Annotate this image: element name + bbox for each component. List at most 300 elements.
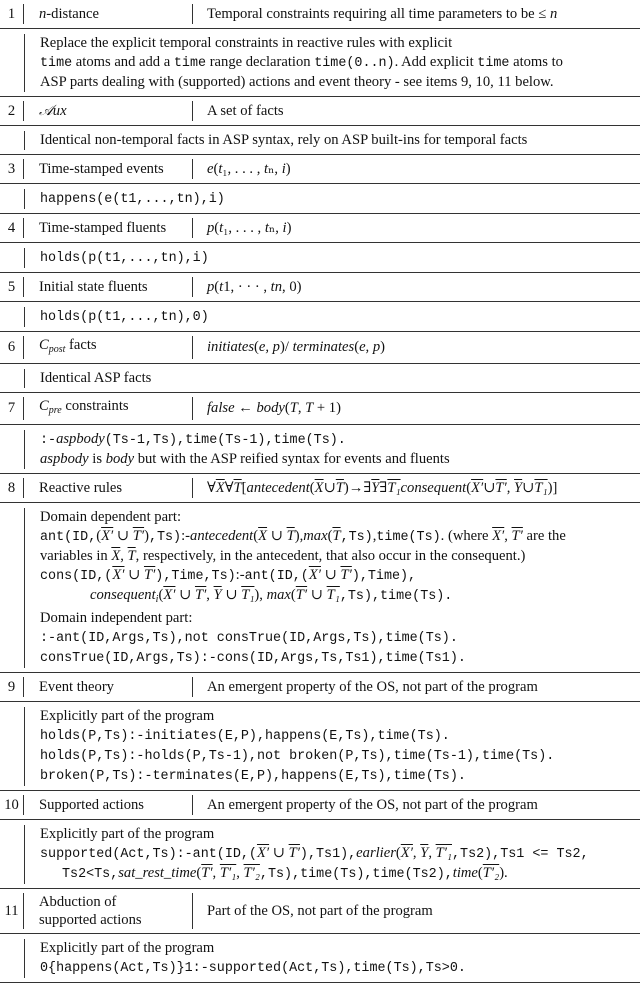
text-segment: , — [504, 528, 512, 544]
label-line — [39, 160, 192, 178]
text-segment: X′ — [308, 567, 321, 583]
asp-line — [40, 34, 640, 53]
text-segment: T′ — [132, 528, 145, 544]
text-segment: )/ — [279, 339, 293, 355]
text-segment: ,Ts),time(Ts),time(Ts2), — [259, 867, 453, 882]
row-description — [193, 679, 640, 696]
text-segment: t — [218, 161, 223, 177]
row-number: 1 — [0, 4, 24, 24]
text-segment: ,Ts),time(Ts). — [339, 589, 453, 604]
asp-translation-content — [24, 939, 640, 978]
text-segment: ASP parts dealing with (supported) actions and event theory - see items 9, 10, 11 below. — [40, 74, 554, 90]
text-segment: earlier — [356, 845, 396, 861]
text-segment: ∪ — [124, 567, 144, 583]
text-segment: ant(ID, — [40, 530, 97, 545]
text-segment: t — [219, 220, 224, 236]
text-segment: T′ — [295, 587, 308, 603]
label-line — [39, 796, 192, 814]
text-segment: T′₁ — [435, 845, 452, 861]
row-number: 3 — [0, 159, 24, 179]
text-segment: :-ant(ID,Args,Ts),not consTrue(ID,Args,Ts),time(Ts). — [40, 631, 458, 646]
text-segment: consequent — [400, 480, 467, 496]
text-segment: ∀ — [207, 480, 216, 496]
asp-line — [40, 53, 640, 73]
row-label — [24, 677, 193, 697]
row-label — [24, 159, 193, 179]
text-segment: initiates — [207, 339, 255, 355]
row-description — [193, 903, 640, 920]
text-segment: T′ — [143, 567, 156, 583]
text-segment: An emergent property of the OS, not part of the program — [207, 796, 538, 813]
text-segment: max — [303, 528, 328, 544]
text-segment: X′ — [256, 845, 270, 861]
text-segment: ₁, . . . , — [223, 220, 265, 236]
text-segment: ( — [253, 528, 259, 544]
text-segment: X′ — [163, 587, 176, 603]
row-label — [24, 336, 193, 359]
text-segment: ∪ — [320, 567, 341, 583]
text-segment: t — [219, 278, 224, 295]
text-segment: ( — [158, 587, 164, 603]
text-segment: C — [39, 337, 49, 353]
text-segment: ∪ — [269, 845, 289, 861]
asp-line — [40, 864, 640, 884]
text-segment: , — [212, 865, 220, 881]
asp-translation-content — [24, 508, 640, 668]
row-number: 5 — [0, 277, 24, 297]
text-segment: $\overline{Y}$ — [213, 587, 222, 603]
text-segment: Identical ASP facts — [40, 370, 152, 386]
text-segment: Part of the OS, not part of the program — [207, 902, 433, 919]
text-segment: (Ts-1,Ts),time(Ts-1),time(Ts). — [104, 433, 346, 448]
text-segment: ∃ — [379, 480, 388, 496]
row-header — [0, 97, 640, 126]
asp-line — [40, 648, 640, 668]
text-segment: e — [207, 161, 214, 177]
row-label — [24, 218, 193, 238]
row-number: 2 — [0, 101, 24, 121]
text-segment: ), — [254, 587, 267, 603]
text-segment: i — [155, 594, 159, 605]
row-asp-translation — [0, 425, 640, 474]
asp-line — [40, 628, 640, 648]
text-segment: Abduction of — [39, 894, 117, 910]
text-segment: ) — [294, 528, 300, 544]
text-segment: Event theory — [39, 679, 114, 695]
text-segment: ( — [395, 845, 401, 861]
asp-line — [40, 450, 640, 469]
row-label — [24, 4, 193, 24]
asp-translation-content — [24, 430, 640, 469]
row-description — [193, 219, 640, 237]
asp-line — [40, 307, 640, 327]
row-header — [0, 791, 640, 820]
text-segment: body — [256, 400, 285, 416]
text-segment: n — [549, 5, 558, 22]
text-segment: variables in — [40, 548, 112, 564]
text-segment: ← — [234, 400, 257, 416]
row-number: 10 — [0, 795, 24, 815]
text-segment: happens(e(t1,...,tn),i) — [40, 192, 225, 207]
text-segment: tn — [270, 278, 283, 295]
label-line — [39, 678, 192, 696]
text-segment: , — [297, 400, 306, 416]
text-segment: :- — [40, 433, 57, 448]
text-segment: i — [282, 220, 287, 236]
text-segment: :- — [235, 567, 245, 583]
text-segment: p — [207, 278, 215, 295]
text-segment: Explicitly part of the program — [40, 826, 215, 842]
text-segment: time — [477, 56, 510, 71]
text-segment: X′ — [112, 567, 125, 583]
text-segment: ) — [144, 528, 149, 544]
asp-line — [40, 586, 640, 609]
asp-line — [40, 508, 640, 527]
row-label — [24, 277, 193, 297]
text-segment: t — [264, 220, 269, 236]
label-line — [39, 5, 192, 23]
row-header — [0, 474, 640, 503]
asp-line — [40, 766, 640, 786]
text-segment: time — [173, 56, 207, 71]
text-segment: antecedent — [190, 528, 254, 544]
row-asp-translation — [0, 302, 640, 332]
text-segment: T₁ — [534, 480, 548, 496]
text-segment: Explicitly part of the program — [40, 940, 215, 956]
text-segment: ,Ts2),Ts1 <= Ts2, — [452, 847, 589, 862]
asp-translation-content — [24, 131, 640, 150]
text-segment: Identical non-temporal facts in ASP syntax, rely on ASP built-ins for temporal facts — [40, 132, 528, 148]
text-segment: T₁ — [326, 587, 340, 603]
text-segment: 𝒜ux — [39, 103, 67, 119]
text-segment: X′ — [400, 845, 413, 861]
text-segment: are the — [522, 528, 566, 544]
text-segment: ),Time), — [351, 569, 417, 584]
text-segment: 1, · · · , — [223, 278, 271, 295]
row-number: 4 — [0, 218, 24, 238]
row-header — [0, 332, 640, 364]
text-segment: $\overline{T}$ — [127, 548, 136, 564]
text-segment: ∪ — [483, 480, 496, 496]
text-segment: $\overline{X}$ — [215, 480, 225, 496]
asp-line — [40, 248, 640, 268]
text-segment: , — [506, 480, 515, 496]
text-segment: A set of facts — [207, 102, 284, 119]
text-segment: , — [428, 845, 436, 861]
text-segment: . (where — [440, 528, 493, 544]
text-segment: T — [305, 400, 314, 416]
asp-translation-content — [24, 307, 640, 327]
row-asp-translation — [0, 364, 640, 393]
row-asp-translation — [0, 29, 640, 97]
text-segment: Ts2<Ts, — [62, 867, 119, 882]
text-segment: -distance — [46, 6, 99, 22]
asp-line — [40, 189, 640, 209]
text-segment: aspbody — [56, 431, 105, 447]
asp-line — [40, 958, 640, 978]
text-segment: ( — [327, 528, 333, 544]
asp-translation-content — [24, 189, 640, 209]
text-segment: holds(P,Ts):-holds(P,Ts-1),not broken(P,Ts),time(Ts-1),time(Ts). — [40, 749, 555, 764]
asp-translation-content — [24, 248, 640, 268]
text-segment: consequent — [90, 587, 156, 603]
row-label — [24, 893, 193, 929]
row-asp-translation — [0, 503, 640, 673]
text-segment: cons(ID,( — [40, 569, 113, 584]
text-segment: , — [372, 528, 377, 544]
text-segment: is — [88, 451, 106, 467]
text-segment: i — [281, 161, 286, 177]
text-segment: e, p — [258, 339, 280, 355]
text-segment: e, p — [359, 339, 381, 355]
row-description — [193, 797, 640, 814]
text-segment: ). — [499, 865, 508, 881]
text-segment: ∀ — [224, 480, 234, 496]
text-segment: T′₂ — [243, 865, 260, 881]
text-segment: ( — [214, 278, 220, 295]
text-segment: $\overline{X}$ — [314, 480, 324, 496]
text-segment: ,Ts) — [340, 530, 373, 545]
text-segment: time — [40, 56, 73, 71]
text-segment: supported(Act,Ts):-ant(ID,( — [40, 847, 257, 862]
row-description — [193, 103, 640, 120]
row-header — [0, 155, 640, 184]
text-segment: T₁ — [241, 587, 255, 603]
text-segment: T′₁ — [219, 865, 237, 881]
text-segment: facts — [65, 337, 97, 353]
text-segment: ∪ — [113, 528, 133, 544]
text-segment: atoms to — [509, 54, 563, 70]
text-segment: T′ — [201, 865, 213, 881]
asp-line — [40, 369, 640, 388]
text-segment: Temporal constraints requiring all time parameters to be ≤ — [207, 5, 550, 22]
text-segment: body — [105, 451, 135, 467]
text-segment: . Add explicit — [394, 54, 478, 70]
row-asp-translation — [0, 702, 640, 791]
text-segment: pre — [48, 405, 62, 416]
text-segment: ) — [285, 161, 291, 177]
text-segment: T — [289, 400, 298, 416]
label-line — [39, 102, 192, 120]
text-segment: Supported actions — [39, 797, 144, 813]
text-segment: ( — [309, 480, 315, 496]
text-segment: aspbody — [40, 451, 89, 467]
asp-translation-content — [24, 369, 640, 388]
text-segment: sat_rest_time — [118, 865, 197, 881]
text-segment: ( — [96, 528, 102, 544]
text-segment: Initial state fluents — [39, 279, 148, 295]
text-segment: T′ — [194, 587, 207, 603]
text-segment: ( — [290, 587, 296, 603]
text-segment: T′ — [511, 528, 523, 544]
text-segment: ( — [354, 339, 360, 355]
asp-line — [40, 73, 640, 92]
text-segment: T′ — [495, 480, 507, 496]
text-segment: Explicitly part of the program — [40, 708, 215, 724]
text-segment: $\overline{T}$ — [233, 480, 242, 496]
row-description — [193, 400, 640, 417]
text-segment: ant(ID,( — [244, 569, 309, 584]
text-segment: ∪ — [221, 587, 242, 603]
text-segment: Time-stamped events — [39, 161, 164, 177]
asp-line — [40, 131, 640, 150]
row-label — [24, 795, 193, 815]
text-segment: holds(p(t1,...,tn),0) — [40, 310, 209, 325]
text-segment: range declaration — [206, 54, 315, 70]
text-segment: ( — [214, 220, 220, 236]
text-segment: ∪ — [323, 480, 336, 496]
text-segment: holds(P,Ts):-initiates(E,P),happens(E,Ts),time(Ts). — [40, 729, 450, 744]
text-segment: time — [452, 865, 478, 881]
row-number: 8 — [0, 478, 24, 498]
text-segment: holds(p(t1,...,tn),i) — [40, 251, 209, 266]
text-segment: 0{happens(Act,Ts)}1:-supported(Act,Ts),time(Ts),Ts>0. — [40, 961, 466, 976]
asp-line — [40, 430, 640, 450]
text-segment: , 0) — [282, 278, 302, 295]
text-segment: ) — [380, 339, 386, 355]
label-line — [39, 911, 192, 929]
text-segment: + 1) — [313, 400, 341, 416]
text-segment: terminates — [292, 339, 355, 355]
row-asp-translation — [0, 184, 640, 214]
text-segment: T′₂ — [482, 865, 500, 881]
row-number: 11 — [0, 893, 24, 929]
text-segment: ,Ts) — [148, 530, 182, 545]
label-line — [39, 336, 192, 359]
text-segment: ∪ — [175, 587, 195, 603]
text-segment: Domain dependent part: — [40, 509, 182, 525]
text-segment: ),Time,Ts) — [155, 569, 236, 584]
asp-translation-content — [24, 34, 640, 92]
text-segment: supported actions — [39, 912, 142, 928]
row-number: 6 — [0, 336, 24, 359]
text-segment: p — [207, 220, 215, 236]
row-header — [0, 889, 640, 934]
text-segment: but with the ASP reified syntax for events and fluents — [134, 451, 450, 467]
text-segment: $\overline{T}$ — [332, 528, 341, 544]
text-segment: $\overline{Y}$ — [514, 480, 523, 496]
text-segment: ( — [477, 865, 483, 881]
text-segment: antecedent — [246, 480, 310, 496]
row-header — [0, 0, 640, 29]
text-segment: ),Ts1), — [299, 847, 357, 862]
text-segment: An emergent property of the OS, not part of the program — [207, 678, 538, 695]
row-description — [193, 6, 640, 23]
text-segment: atoms and add a — [72, 54, 174, 70]
text-segment: ₁, . . . , — [222, 161, 264, 177]
row-label — [24, 397, 193, 420]
row-header — [0, 273, 640, 302]
text-segment: max — [266, 587, 291, 603]
text-segment: X′ — [471, 480, 484, 496]
text-segment: Replace the explicit temporal constraints in reactive rules with explicit — [40, 35, 453, 51]
row-asp-translation — [0, 820, 640, 889]
text-segment: T₁ — [387, 480, 401, 496]
text-segment: broken(P,Ts):-terminates(E,P),happens(E,Ts),time(Ts). — [40, 769, 466, 784]
asp-line — [40, 707, 640, 726]
text-segment: t — [264, 161, 269, 177]
row-number: 9 — [0, 677, 24, 697]
text-segment: ( — [466, 480, 472, 496]
text-segment: ∪ — [522, 480, 535, 496]
text-segment: , — [412, 845, 421, 861]
row-header — [0, 214, 640, 243]
text-segment: ( — [213, 161, 219, 177]
label-line — [39, 219, 192, 237]
text-segment: time(0..n) — [314, 56, 395, 71]
text-segment: constraints — [61, 398, 129, 414]
text-segment: T′ — [340, 567, 352, 583]
text-segment: ( — [196, 865, 202, 881]
asp-line — [40, 726, 640, 746]
text-segment: Time-stamped fluents — [39, 220, 167, 236]
text-segment: post — [48, 344, 66, 355]
asp-translation-content — [24, 707, 640, 786]
row-asp-translation — [0, 126, 640, 155]
label-line — [39, 479, 192, 497]
text-segment: ( — [254, 339, 259, 355]
text-segment: [ — [241, 480, 247, 496]
row-header — [0, 393, 640, 425]
text-segment: ∪ — [267, 528, 287, 544]
text-segment: , — [299, 528, 304, 544]
text-segment: consTrue(ID,Args,Ts):-cons(ID,Args,Ts,Ts1),time(Ts1). — [40, 651, 466, 666]
text-segment: Reactive rules — [39, 480, 123, 496]
text-segment: C — [39, 398, 49, 414]
label-line — [39, 397, 192, 420]
asp-line — [40, 547, 640, 566]
text-segment: Domain independent part: — [40, 610, 193, 626]
text-segment: T′ — [288, 845, 300, 861]
row-description — [193, 339, 640, 356]
row-description — [193, 279, 640, 296]
text-segment: )→∃ — [343, 480, 372, 496]
row-description — [193, 160, 640, 178]
asp-line — [40, 844, 640, 864]
text-segment: ₙ, — [268, 220, 283, 236]
text-segment: $\overline{Y}$ — [371, 480, 380, 496]
text-segment: false — [207, 400, 235, 416]
row-label — [24, 101, 193, 121]
text-segment: $\overline{Y}$ — [420, 845, 429, 861]
text-segment: , — [120, 548, 128, 564]
text-segment: $\overline{T}$ — [335, 480, 344, 496]
asp-line — [40, 746, 640, 766]
text-segment: $\overline{X}$ — [258, 528, 268, 544]
row-header — [0, 673, 640, 702]
text-segment: X′ — [101, 528, 114, 544]
row-description — [193, 479, 640, 497]
asp-line — [40, 566, 640, 586]
text-segment: ∪ — [307, 587, 327, 603]
text-segment: time(Ts) — [376, 530, 441, 545]
text-segment: $\overline{X}$ — [111, 548, 121, 564]
text-segment: :- — [181, 528, 191, 544]
asp-line — [40, 825, 640, 844]
text-segment: , — [236, 865, 244, 881]
text-segment: ) — [286, 220, 292, 236]
text-segment: X′ — [492, 528, 505, 544]
text-segment: $\overline{T}$ — [286, 528, 295, 544]
row-number: 7 — [0, 397, 24, 420]
text-segment: )] — [547, 480, 558, 496]
text-segment: , — [206, 587, 214, 603]
label-line — [39, 278, 192, 296]
label-line — [39, 893, 192, 911]
row-label — [24, 478, 193, 498]
asp-line — [40, 939, 640, 958]
text-segment: ( — [284, 400, 290, 416]
